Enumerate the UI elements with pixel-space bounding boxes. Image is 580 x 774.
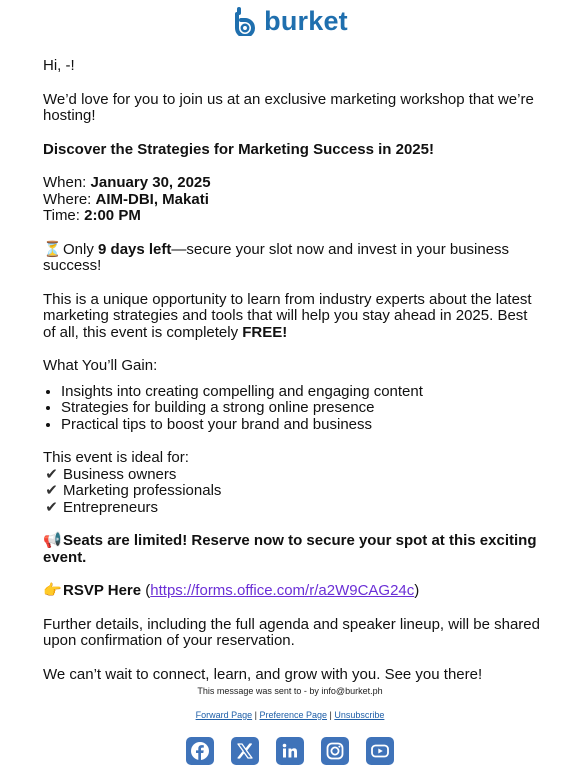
list-item: ✔ Business owners	[43, 467, 543, 484]
list-item: • Insights into creating compelling and engaging content	[61, 384, 543, 401]
intro-text: We’d love for you to join us at an exclusive marketing workshop that we’re hosting!	[43, 90, 534, 124]
list-item: • Strategies for building a strong online presence	[61, 400, 543, 417]
greeting: Hi, -!	[43, 57, 75, 74]
brand-logo[interactable]	[0, 4, 580, 38]
list-item: ✔ Marketing professionals	[43, 483, 543, 500]
unsubscribe-link[interactable]: Unsubscribe	[334, 710, 385, 720]
ideal-heading: This event is ideal for:	[43, 449, 189, 466]
youtube-icon[interactable]	[366, 737, 394, 765]
facebook-icon[interactable]	[186, 737, 214, 765]
event-date: January 30, 2025	[90, 174, 211, 191]
footer-sent-to: This message was sent to - by info@burket.ph	[197, 686, 383, 696]
check-mark-icon: ✔	[45, 482, 58, 499]
gain-heading: What You’ll Gain:	[43, 357, 158, 374]
rsvp-line: 👉RSVP Here (https://forms.office.com/r/a2W9CAG24c)	[43, 582, 420, 599]
instagram-icon[interactable]	[321, 737, 349, 765]
where-row: Where: AIM-DBI, Makati	[43, 190, 209, 208]
ideal-for-section	[43, 450, 543, 516]
when-row: When: January 30, 2025	[43, 174, 211, 191]
urgency-line: ⏳Only 9 days left—secure your slot now and invest in your business success!	[43, 240, 510, 274]
gain-list	[61, 384, 543, 434]
opportunity-text: This is a unique opportunity to learn from industry experts about the latest marketing strategies and tools that will help you stay ahead in 2025. Best of all, this event is completely FREE!	[43, 290, 532, 341]
list-item: ✔ Entrepreneurs	[43, 500, 543, 517]
x-twitter-icon[interactable]	[231, 737, 259, 765]
check-mark-icon: ✔	[45, 465, 58, 483]
rsvp-label: RSVP Here	[63, 582, 142, 599]
burket-logo-icon	[232, 6, 258, 36]
event-details	[43, 175, 543, 225]
preference-page-link[interactable]: Preference Page	[259, 710, 328, 720]
pointing-hand-icon: 👉	[43, 582, 62, 599]
check-mark-icon: ✔	[45, 498, 58, 516]
event-time: 2:00 PM	[84, 207, 141, 224]
hourglass-icon: ⏳	[43, 240, 62, 258]
social-links	[0, 737, 580, 765]
list-item: • Practical tips to boost your brand and business	[61, 417, 543, 434]
rsvp-link[interactable]: https://forms.office.com/r/a2W9CAG24c	[150, 582, 415, 599]
footer-links: Forward Page | Preference Page | Unsubscribe	[195, 710, 385, 720]
seats-limited-notice: 📢Seats are limited! Reserve now to secure your spot at this exciting event.	[43, 532, 537, 566]
event-venue: AIM-DBI, Makati	[95, 190, 209, 208]
closing-text: We can’t wait to connect, learn, and grow with you. See you there!	[43, 665, 483, 683]
time-row: Time: 2:00 PM	[43, 207, 141, 224]
linkedin-icon[interactable]	[276, 737, 304, 765]
megaphone-icon: 📢	[43, 532, 62, 549]
email-body	[43, 58, 543, 700]
brand-name: burket	[264, 5, 348, 36]
forward-page-link[interactable]: Forward Page	[195, 710, 253, 720]
headline: Discover the Strategies for Marketing Success in 2025!	[43, 140, 434, 158]
further-details-text: Further details, including the full agenda and speaker lineup, will be shared upon confirmation of your reservation.	[43, 615, 540, 649]
